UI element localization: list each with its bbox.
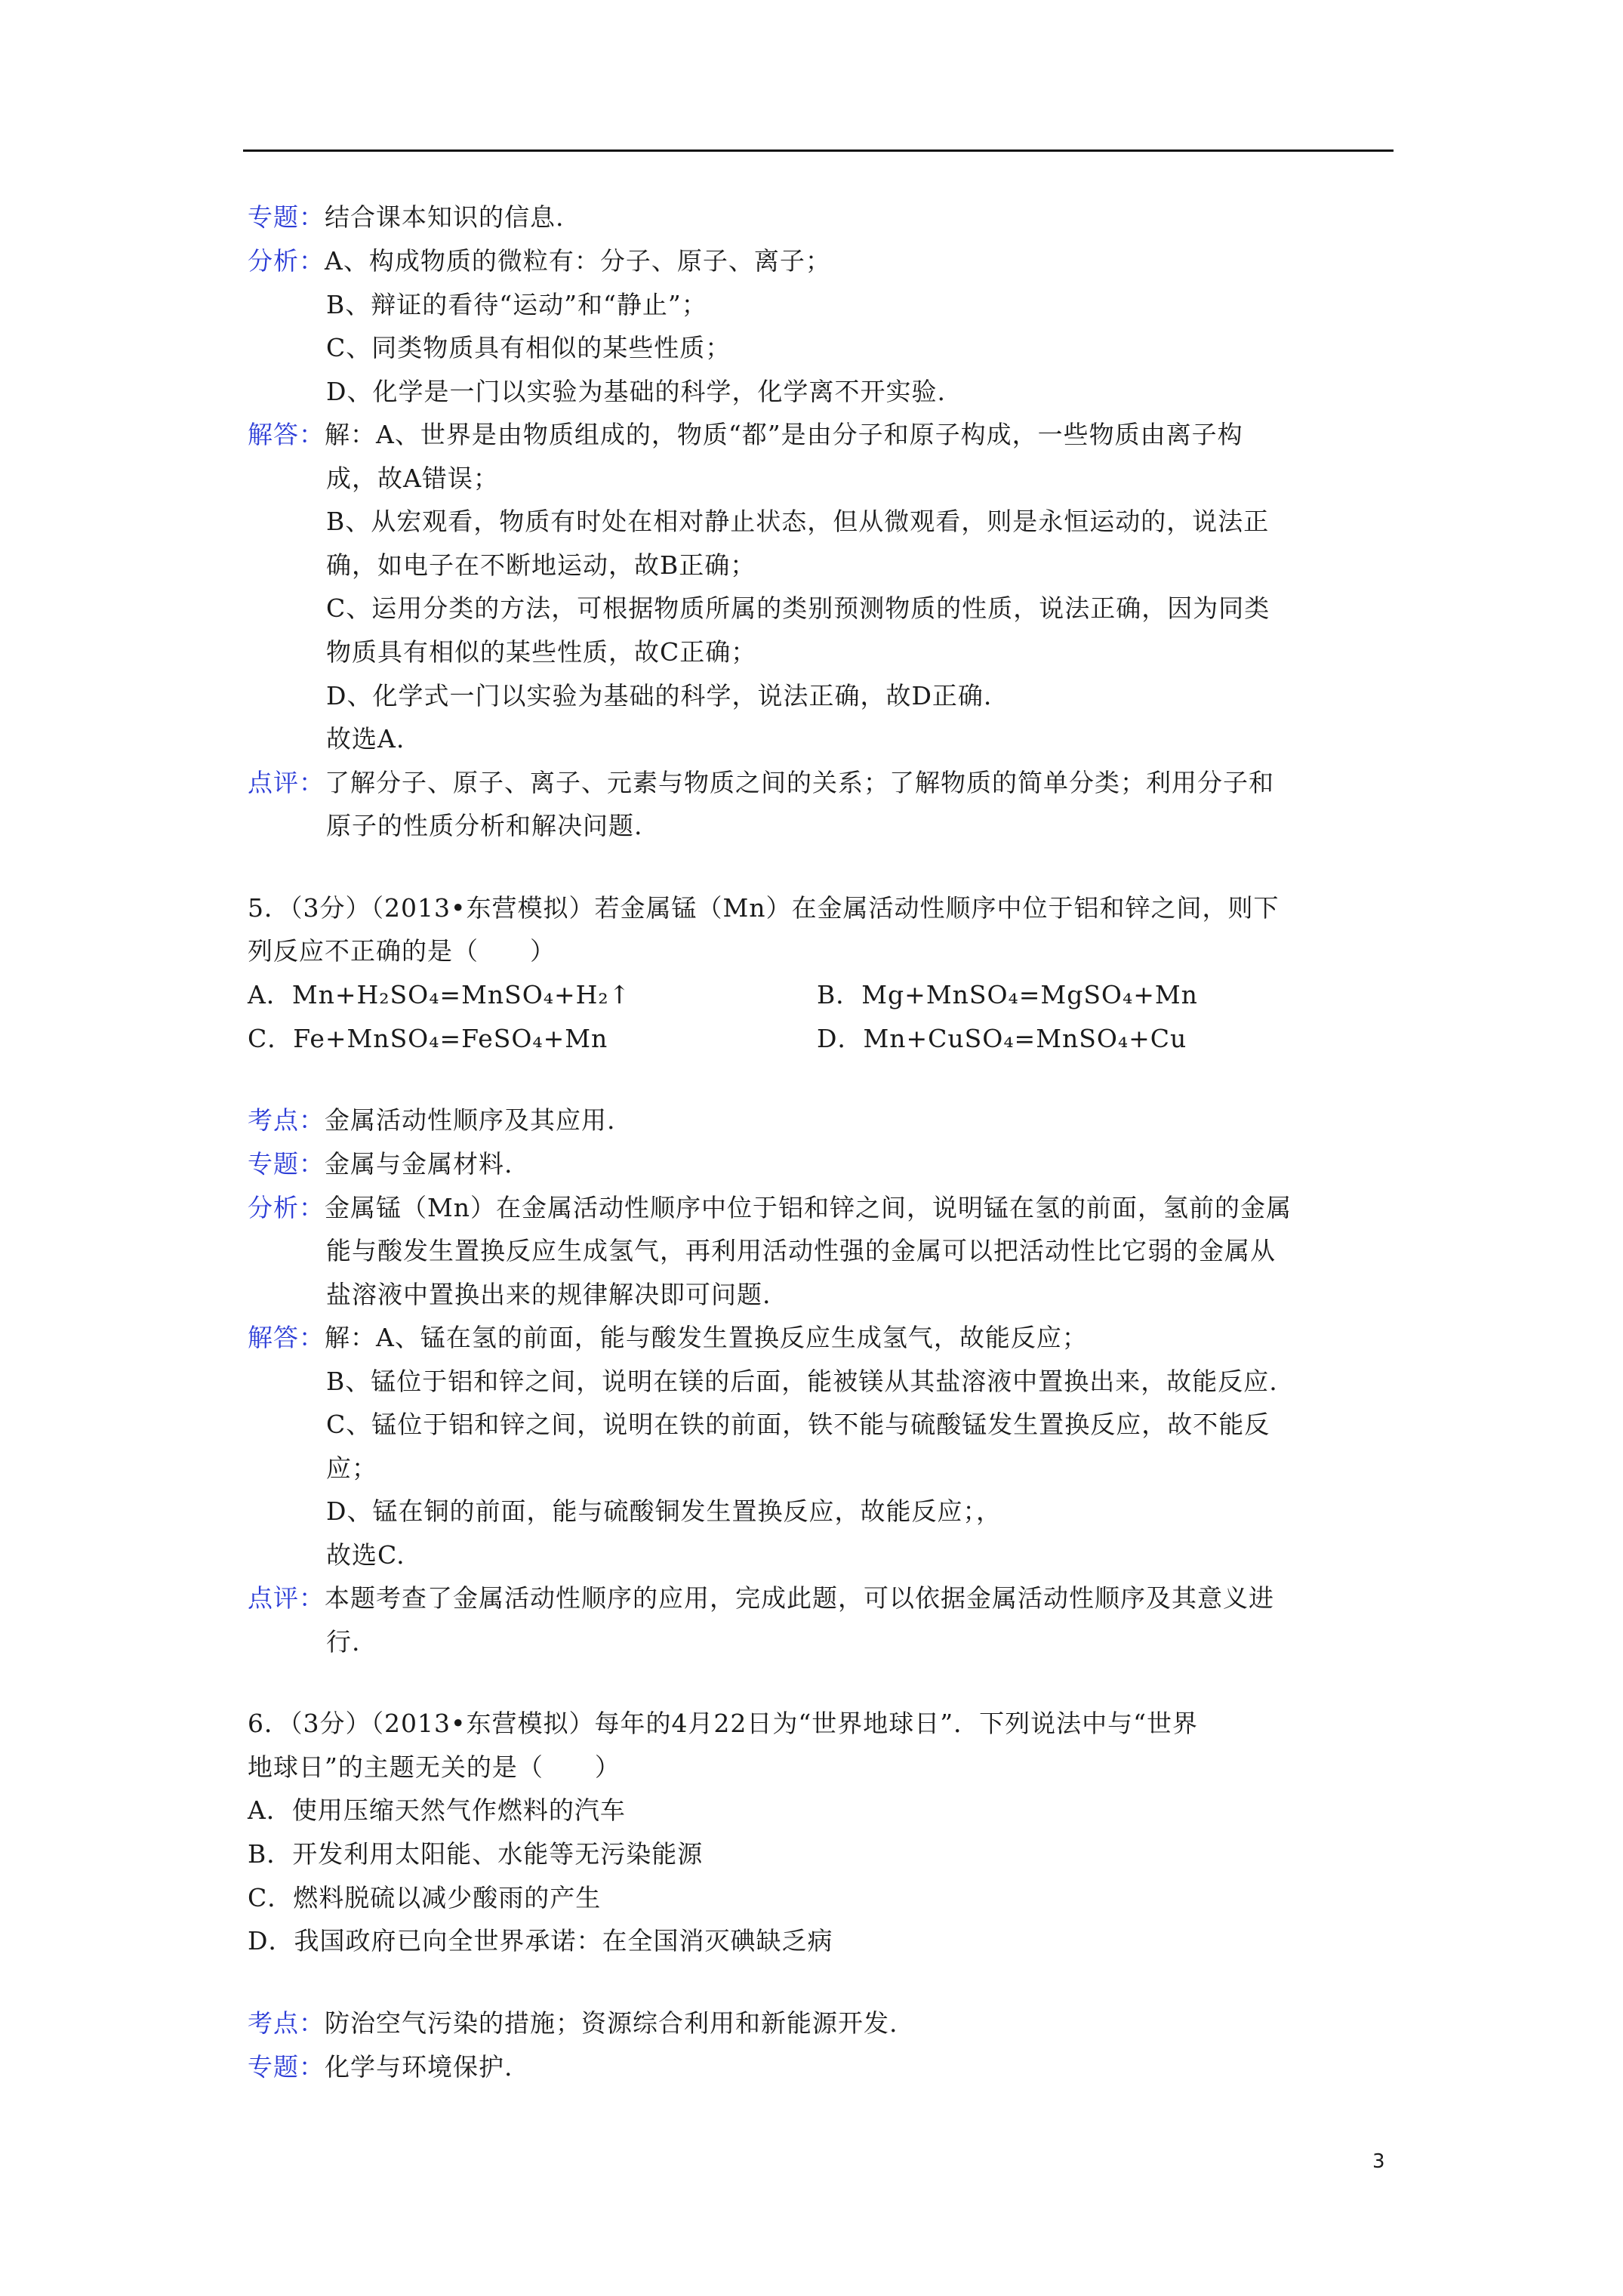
fenxi-line — [248, 246, 831, 276]
jieda-text: 解：A、锰在氢的前面，能与酸发生置换反应生成氢气，故能反应； — [325, 1323, 1088, 1352]
fenxi-label: 分析： — [248, 246, 325, 276]
question-5-stem: 列反应不正确的是（ ） — [248, 936, 556, 966]
question-6-stem: 地球日”的主题无关的是（ ） — [248, 1752, 621, 1782]
q6-option-a: A．使用压缩天然气作燃料的汽车 — [248, 1795, 626, 1825]
dianping-text: 行. — [326, 1627, 361, 1657]
jieda-text: 物质具有相似的某些性质，故C正确； — [326, 637, 757, 667]
jieda-text: 确，如电子在不断地运动，故B正确； — [326, 550, 756, 580]
kaodian-text: 金属活动性顺序及其应用. — [325, 1105, 616, 1135]
q5-option-c: C．Fe+MnSO₄=FeSO₄+Mn — [248, 1024, 608, 1053]
q6-option-c: C．燃料脱硫以减少酸雨的产生 — [248, 1883, 602, 1912]
jieda-text: B、从宏观看，物质有时处在相对静止状态，但从微观看，则是永恒运动的，说法正 — [326, 507, 1270, 536]
jieda-text: 解：A、世界是由物质组成的，物质“都”是由分子和原子构成，一些物质由离子构 — [325, 420, 1243, 449]
kaodian-label: 考点： — [248, 1105, 325, 1135]
zhuanti-line — [248, 2052, 513, 2082]
header-rule — [243, 149, 1394, 152]
zhuanti-line — [248, 1149, 513, 1179]
fenxi-text: B、辩证的看待“运动”和“静止”； — [326, 290, 707, 319]
jieda-text: C、锰位于铝和锌之间，说明在铁的前面，铁不能与硫酸锰发生置换反应，故不能反 — [326, 1410, 1270, 1439]
question-5-stem: 5．（3分）（2013•东营模拟）若金属锰（Mn）在金属活动性顺序中位于铝和锌之间，则下 — [248, 893, 1280, 923]
jieda-text: 应； — [326, 1453, 377, 1483]
zhuanti-label: 专题： — [248, 202, 325, 232]
jieda-label: 解答： — [248, 420, 325, 449]
jieda-text: D、锰在铜的前面，能与硫酸铜发生置换反应，故能反应；， — [326, 1496, 1002, 1526]
dianping-line — [248, 768, 1274, 798]
kaodian-line — [248, 1105, 616, 1136]
jieda-line — [248, 1323, 1088, 1353]
zhuanti-text: 金属与金属材料. — [325, 1149, 513, 1179]
kaodian-text: 防治空气污染的措施；资源综合利用和新能源开发. — [325, 2008, 898, 2038]
page-number: 3 — [1372, 2150, 1385, 2173]
fenxi-text: 盐溶液中置换出来的规律解决即可问题. — [326, 1280, 771, 1309]
question-6-stem: 6．（3分）（2013•东营模拟）每年的4月22日为“世界地球日”．下列说法中与“世界 — [248, 1709, 1199, 1738]
dianping-text: 本题考查了金属活动性顺序的应用，完成此题，可以依据金属活动性顺序及其意义进 — [325, 1583, 1274, 1613]
fenxi-text: A、构成物质的微粒有：分子、原子、离子； — [325, 246, 831, 276]
kaodian-label: 考点： — [248, 2008, 325, 2038]
dianping-label: 点评： — [248, 768, 325, 797]
dianping-text: 了解分子、原子、离子、元素与物质之间的关系；了解物质的简单分类；利用分子和 — [325, 768, 1274, 797]
kaodian-line — [248, 2008, 898, 2039]
jieda-text: C、运用分类的方法，可根据物质所属的类别预测物质的性质，说法正确，因为同类 — [326, 593, 1270, 623]
q5-option-a: A．Mn+H₂SO₄=MnSO₄+H₂↑ — [248, 980, 631, 1009]
jieda-text: B、锰位于铝和锌之间，说明在镁的后面，能被镁从其盐溶液中置换出来，故能反应. — [326, 1367, 1278, 1396]
dianping-text: 原子的性质分析和解决问题. — [326, 811, 643, 840]
jieda-label: 解答： — [248, 1323, 325, 1352]
jieda-text: 成，故A错误； — [326, 464, 499, 493]
fenxi-text: 金属锰（Mn）在金属活动性顺序中位于铝和锌之间，说明锰在氢的前面，氢前的金属 — [325, 1193, 1292, 1222]
jieda-line — [248, 420, 1243, 450]
jieda-text: D、化学式一门以实验为基础的科学，说法正确，故D正确. — [326, 681, 993, 710]
fenxi-line — [248, 1193, 1292, 1223]
fenxi-label: 分析： — [248, 1193, 325, 1222]
q5-option-b: B．Mg+MnSO₄=MgSO₄+Mn — [817, 980, 1198, 1009]
dianping-line — [248, 1583, 1274, 1613]
q6-option-d: D．我国政府已向全世界承诺：在全国消灭碘缺乏病 — [248, 1926, 833, 1955]
dianping-label: 点评： — [248, 1583, 325, 1613]
zhuanti-label: 专题： — [248, 2052, 325, 2082]
zhuanti-text: 化学与环境保护. — [325, 2052, 513, 2082]
jieda-text: 故选C. — [326, 1540, 405, 1570]
jieda-text: 故选A. — [326, 724, 405, 754]
q5-option-d: D．Mn+CuSO₄=MnSO₄+Cu — [817, 1024, 1187, 1053]
fenxi-text: 能与酸发生置换反应生成氢气，再利用活动性强的金属可以把活动性比它弱的金属从 — [326, 1236, 1276, 1265]
zhuanti-text: 结合课本知识的信息. — [325, 202, 565, 232]
q6-option-b: B．开发利用太阳能、水能等无污染能源 — [248, 1839, 704, 1869]
fenxi-text: D、化学是一门以实验为基础的科学，化学离不开实验. — [326, 377, 946, 406]
zhuanti-label: 专题： — [248, 1149, 325, 1179]
fenxi-text: C、同类物质具有相似的某些性质； — [326, 333, 731, 362]
zhuanti-line — [248, 202, 565, 233]
